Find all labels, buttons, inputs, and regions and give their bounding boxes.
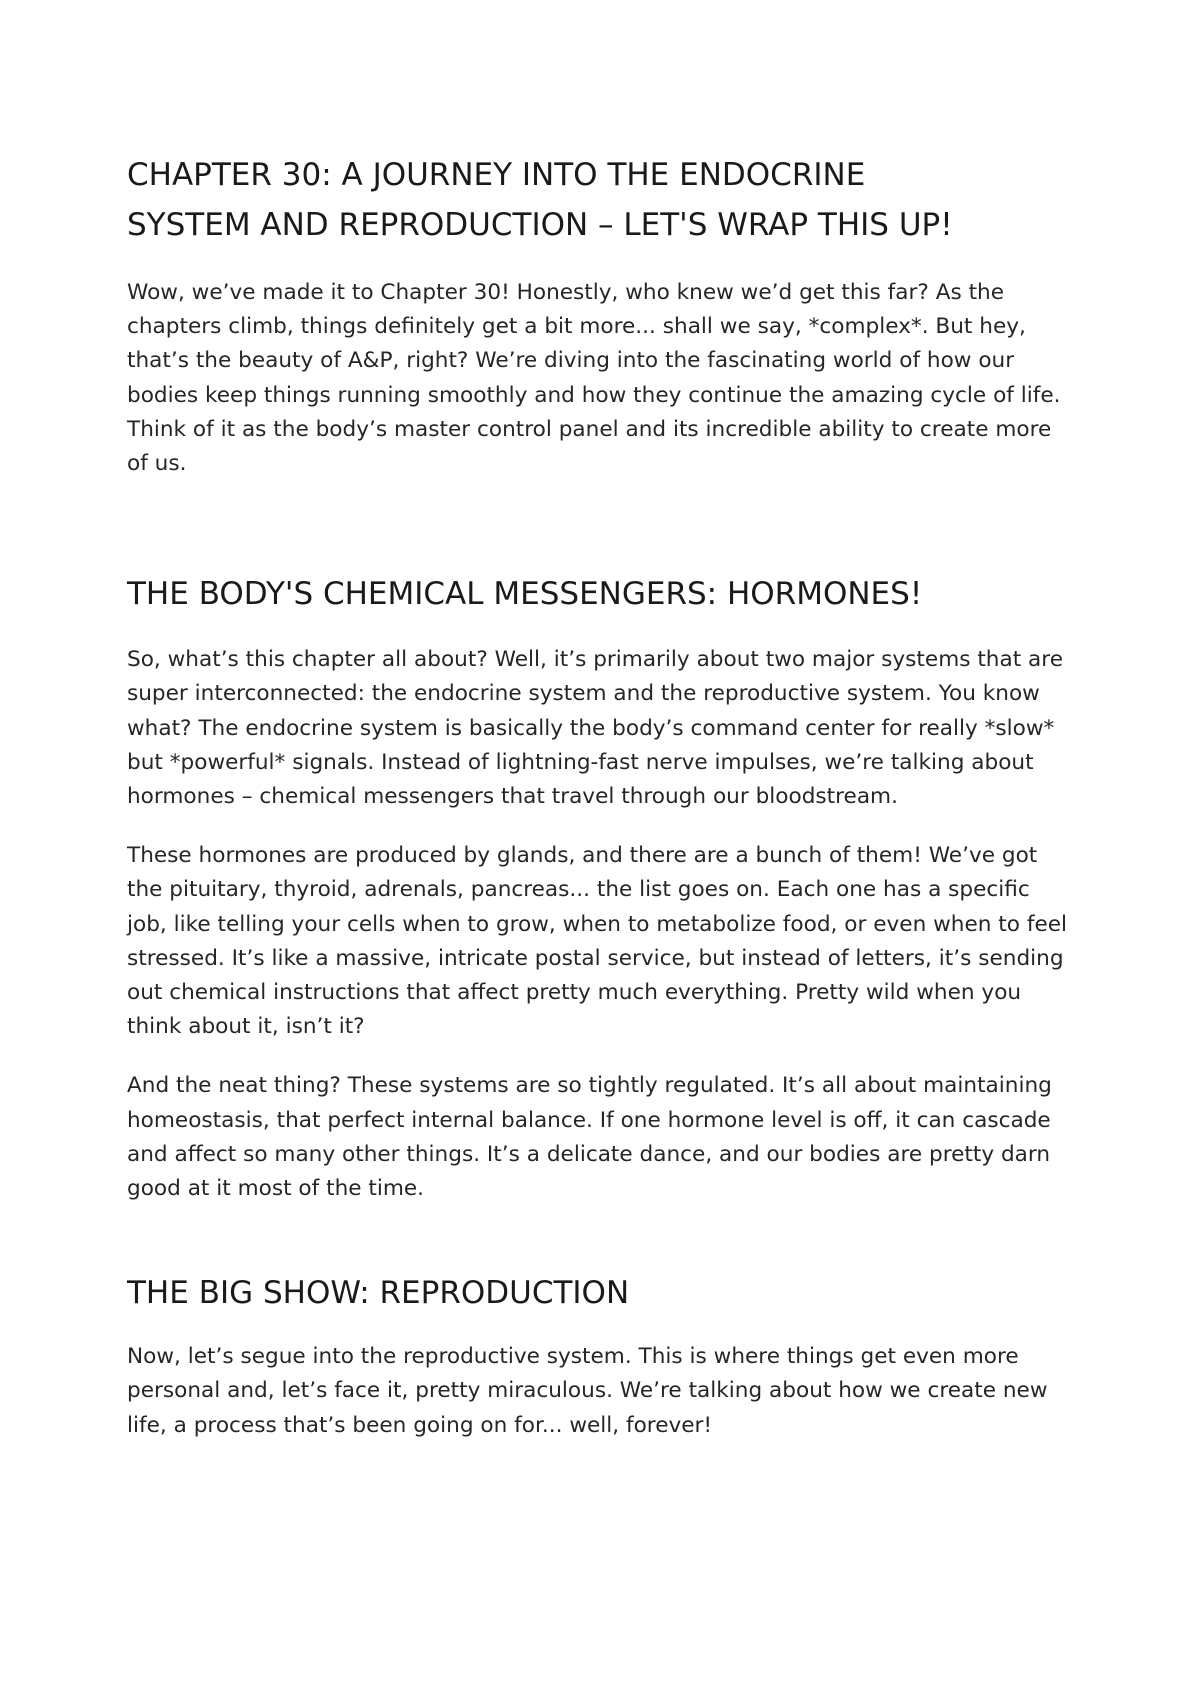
reproduction-paragraph-1: Now, let’s segue into the reproductive system. This is where things get even more personal and, let’s face it, pretty miraculous. We’re talking about how we create new life, a process that’s been going on for... well, forever! [127, 1344, 1048, 1438]
intro-paragraph: Wow, we’ve made it to Chapter 30! Honestly, who knew we’d get this far? As the chapters climb, things definitely get a bit more... shall we say, *complex*. But hey, that’s the beauty of A&P, right? We’re diving into the fascinating world of how our bodies keep things running smoothly and how they continue the amazing cycle of life. Think of it as the body’s master control panel and its incredible ability to create more of us. [127, 280, 1061, 477]
reproduction-section [127, 1268, 1080, 1443]
hormones-section [127, 569, 1080, 1206]
chapter-intro-section [127, 150, 1080, 481]
hormones-paragraph-1: So, what’s this chapter all about? Well, it’s primarily about two major systems that are super interconnected: the endocrine system and the reproductive system. You know what? The endocrine system is basically the body’s command center for really *slow* but *powerful* signals. Instead of lightning-fast nerve impulses, we’re talking about hormones – chemical messengers that travel through our bloodstream. [127, 647, 1063, 810]
chapter-title: CHAPTER 30: A JOURNEY INTO THE ENDOCRINE SYSTEM AND REPRODUCTION – LET'S WRAP THIS UP! [127, 157, 953, 243]
section-heading-reproduction: THE BIG SHOW: REPRODUCTION [127, 1275, 630, 1312]
hormones-paragraph-2: These hormones are produced by glands, and there are a bunch of them! We’ve got the pituitary, thyroid, adrenals, pancreas... the list goes on. Each one has a specific job, like telling your cells when to grow, when to metabolize food, or even when to feel stressed. It’s like a massive, intricate postal service, but instead of letters, it’s sending out chemical instructions that affect pretty much everything. Pretty wild when you think about it, isn’t it? [127, 843, 1068, 1040]
hormones-paragraph-3: And the neat thing? These systems are so tightly regulated. It’s all about maintaining homeostasis, that perfect internal balance. If one hormone level is off, it can cascade and affect so many other things. It’s a delicate dance, and our bodies are pretty darn good at it most of the time. [127, 1073, 1052, 1202]
section-heading-hormones: THE BODY'S CHEMICAL MESSENGERS: HORMONES! [127, 576, 923, 613]
